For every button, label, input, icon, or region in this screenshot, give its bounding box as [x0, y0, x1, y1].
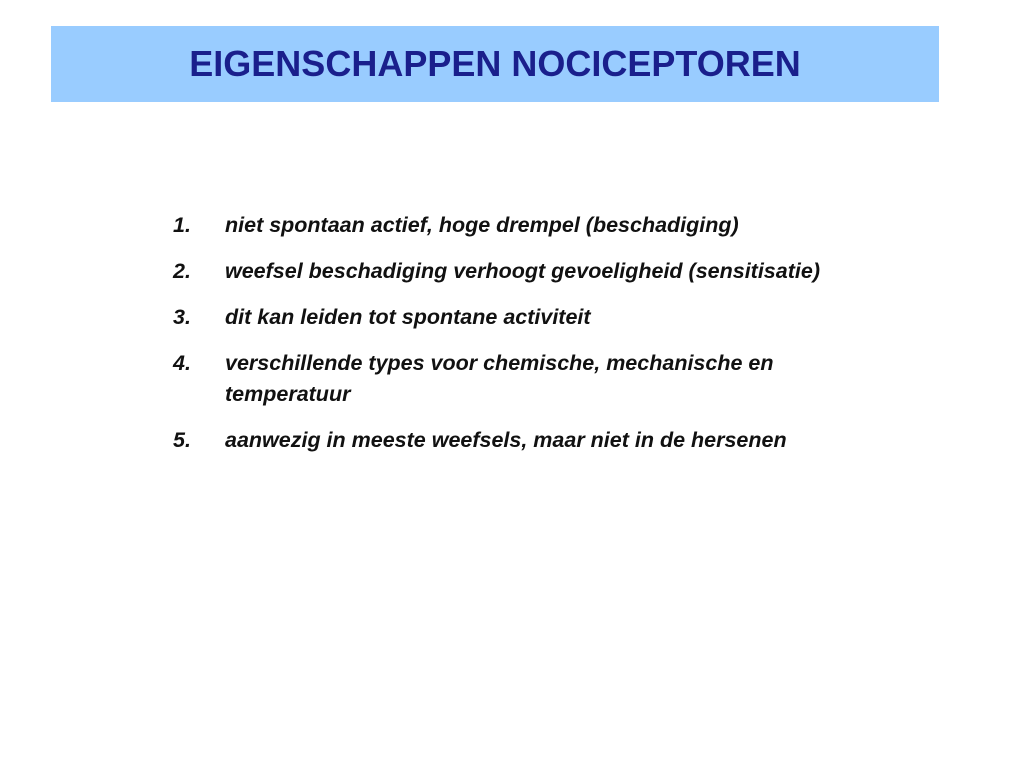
- list-item-text: verschillende types voor chemische, mechanische en temperatuur: [225, 351, 774, 406]
- slide-title: EIGENSCHAPPEN NOCICEPTOREN: [189, 43, 801, 84]
- list-item: [173, 425, 863, 456]
- title-banner: [51, 26, 939, 102]
- list-item-text: dit kan leiden tot spontane activiteit: [225, 305, 591, 329]
- list-item: [173, 348, 863, 410]
- list-item-text: weefsel beschadiging verhoogt gevoeligheid (sensitisatie): [225, 259, 820, 283]
- numbered-list: [173, 210, 863, 471]
- list-item: [173, 302, 863, 333]
- list-item-number: 5.: [173, 428, 191, 452]
- list-item-number: 1.: [173, 213, 191, 237]
- list-item-number: 2.: [173, 259, 191, 283]
- list-item-text: aanwezig in meeste weefsels, maar niet in de hersenen: [225, 428, 787, 452]
- list-item-number: 3.: [173, 305, 191, 329]
- list-item: [173, 256, 863, 287]
- list-item-text: niet spontaan actief, hoge drempel (beschadiging): [225, 213, 739, 237]
- list-item: [173, 210, 863, 241]
- list-item-number: 4.: [173, 351, 191, 375]
